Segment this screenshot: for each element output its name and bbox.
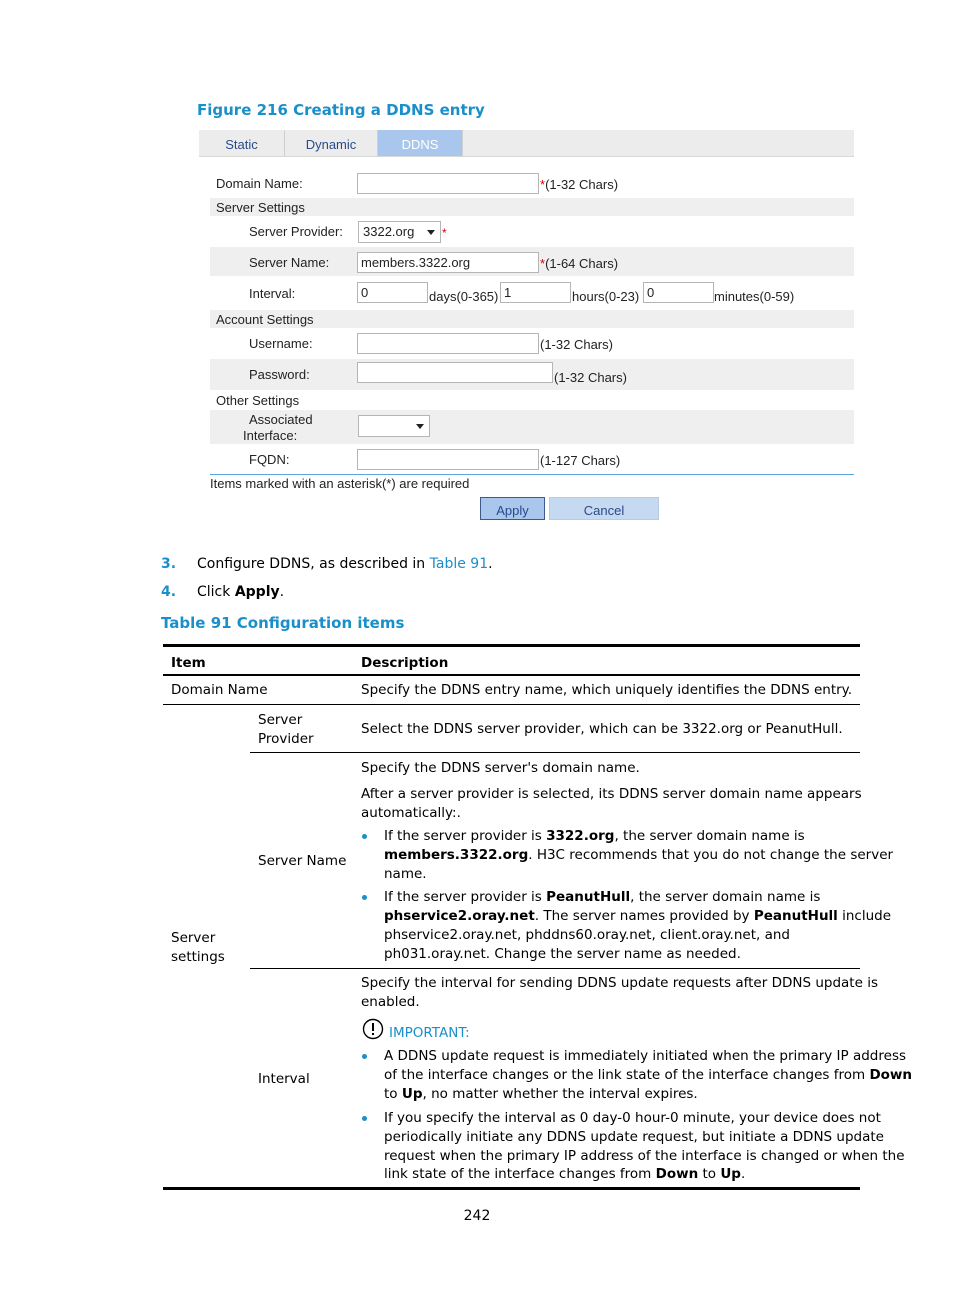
bold-text: PeanutHull [753,908,838,924]
domain-name-label: Domain Name: [216,176,303,191]
text: , no matter whether the interval expires. [422,1086,698,1102]
header-item: Item [171,655,206,671]
server-name-desc-2b: automatically:. [361,805,461,821]
fqdn-label: FQDN: [249,452,290,467]
row-rule [163,704,860,705]
interval-hours-label: hours(0-23) [572,289,640,304]
required-note: Items marked with an asterisk(*) are required [210,476,470,491]
domain-name-input[interactable] [357,173,539,194]
step-3 [161,556,176,572]
bullet-1-line-3: name. [384,866,427,882]
bullet-2-line-1 [384,888,820,907]
important-1-line-1: A DDNS update request is immediately initiated when the primary IP address [384,1048,907,1064]
password-label: Password: [249,367,310,382]
password-input[interactable] [357,362,553,383]
bold-text: Down [655,1166,699,1182]
text: of the interface changes or the link state of the interface changes from [384,1067,870,1083]
figure-caption: Figure 216 Creating a DDNS entry [197,101,485,119]
text: . The server names provided by [534,908,754,924]
table-top-rule [163,644,860,647]
bold-text: Up [720,1166,741,1182]
interval-hours-input[interactable]: 1 [500,282,571,303]
server-name-desc-1: Specify the DDNS server's domain name. [361,760,640,776]
server-provider-required-star: * [442,226,447,240]
apply-bold: Apply [234,584,280,600]
required-star: * [540,177,546,192]
header-rule [163,674,860,676]
text: If the server provider is [384,828,547,844]
tab-bar [199,130,854,157]
server-provider-sub-2: Provider [258,731,314,747]
text: If the server provider is [384,889,547,905]
step-number: 3. [161,556,177,572]
account-settings-heading: Account Settings [216,312,314,327]
text: to [698,1166,721,1182]
bold-text: 3322.org [546,828,615,844]
associated-interface-label-2: Interface: [243,428,298,443]
bold-text: phservice2.oray.net [384,908,535,924]
important-2-line-3: request when the primary IP address of the interface is changed or when the [384,1148,905,1164]
server-provider-label: Server Provider: [249,224,343,239]
bullet-1-line-2 [384,846,893,865]
important-icon [362,1018,384,1040]
text: , the server domain name is [614,828,805,844]
bullet-icon [362,895,367,900]
domain-name-desc: Specify the DDNS entry name, which uniquely identifies the DDNS entry. [361,682,853,698]
bold-text: Up [401,1086,423,1102]
step-4 [161,584,176,600]
bullet-2-line-3: phservice2.oray.net, phddns60.oray.net, client.oray.net, and [384,927,790,943]
username-input[interactable] [357,333,539,354]
bold-text: Down [869,1067,913,1083]
username-hint: (1-32 Chars) [540,337,613,352]
important-label: IMPORTANT: [389,1025,470,1041]
domain-name-item: Domain Name [171,682,268,698]
bullet-2-line-4: ph031.oray.net. Change the server name as needed. [384,946,741,962]
server-settings-item-2: settings [171,949,225,965]
cancel-button[interactable]: Cancel [549,497,659,520]
interval-sub: Interval [258,1071,310,1087]
fqdn-input[interactable] [357,449,539,470]
table-91-link[interactable]: Table 91 [429,556,489,572]
text: . [740,1166,746,1182]
required-star: * [540,256,546,271]
server-settings-band [210,198,854,216]
server-settings-item-1: Server [171,930,216,946]
step-text: Configure DDNS, as described in [197,556,430,572]
page-number: 242 [463,1208,491,1224]
associated-interface-select[interactable] [358,415,430,437]
interval-minutes-label: minutes(0-59) [714,289,795,304]
important-2-line-4 [384,1165,745,1184]
apply-button[interactable]: Apply [480,497,545,520]
interval-days-input[interactable]: 0 [357,282,428,303]
important-2-line-1: If you specify the interval as 0 day-0 hour-0 minute, your device does not [384,1110,881,1126]
row-rule [250,752,860,753]
bold-text: PeanutHull [546,889,631,905]
important-1-line-3 [384,1085,698,1104]
password-hint: (1-32 Chars) [554,370,627,385]
server-provider-select[interactable] [358,221,441,243]
server-name-label: Server Name: [249,255,330,270]
server-name-sub: Server Name [258,853,347,869]
important-2-line-2: periodically initiate any DDNS update request, but initiate a DDNS update [384,1129,884,1145]
server-name-desc-2a: After a server provider is selected, its DDNS server domain name appears [361,786,862,802]
interval-desc-1a: Specify the interval for sending DDNS update requests after DDNS update is [361,975,878,991]
step-text: Click [197,584,235,600]
server-settings-heading: Server Settings [216,200,305,215]
chevron-down-icon [427,230,435,235]
text: include [837,908,892,924]
text: to [384,1086,402,1102]
important-1-line-2 [384,1066,912,1085]
associated-interface-label-1: Associated [249,412,313,427]
bullet-icon [362,834,367,839]
server-provider-desc: Select the DDNS server provider, which can be 3322.org or PeanutHull. [361,721,843,737]
bullet-icon [362,1054,367,1059]
text: link state of the interface changes from [384,1166,656,1182]
server-provider-value: 3322.org [363,224,415,239]
table-caption: Table 91 Configuration items [161,614,405,632]
header-description: Description [361,655,449,671]
tab-dynamic[interactable]: Dynamic [285,130,378,156]
domain-name-hint: (1-32 Chars) [545,177,619,192]
step-4-text [197,584,284,600]
step-3-text [197,556,493,572]
other-settings-heading: Other Settings [216,393,300,408]
server-name-input[interactable]: members.3322.org [357,252,539,273]
username-label: Username: [249,336,313,351]
bullet-icon [362,1116,367,1121]
chevron-down-icon [416,424,424,429]
step-text: . [488,556,493,572]
step-text: . [279,584,285,600]
text: , the server domain name is [630,889,821,905]
form-divider [210,474,854,475]
server-name-hint: (1-64 Chars) [545,256,619,271]
fqdn-hint: (1-127 Chars) [540,453,621,468]
interval-minutes-input[interactable]: 0 [643,282,714,303]
tab-static[interactable]: Static [199,130,285,156]
step-number: 4. [161,584,177,600]
interval-desc-1b: enabled. [361,994,420,1010]
table-bottom-rule [163,1187,860,1190]
interval-days-label: days(0-365) [429,289,499,304]
bold-text: members.3322.org [384,847,529,863]
bullet-2-line-2 [384,907,891,926]
interval-label: Interval: [249,286,296,301]
row-rule [250,968,860,969]
server-provider-sub-1: Server [258,712,303,728]
text: . H3C recommends that you do not change the server [528,847,894,863]
bullet-1-line-1 [384,827,805,846]
tab-ddns[interactable]: DDNS [378,130,463,156]
